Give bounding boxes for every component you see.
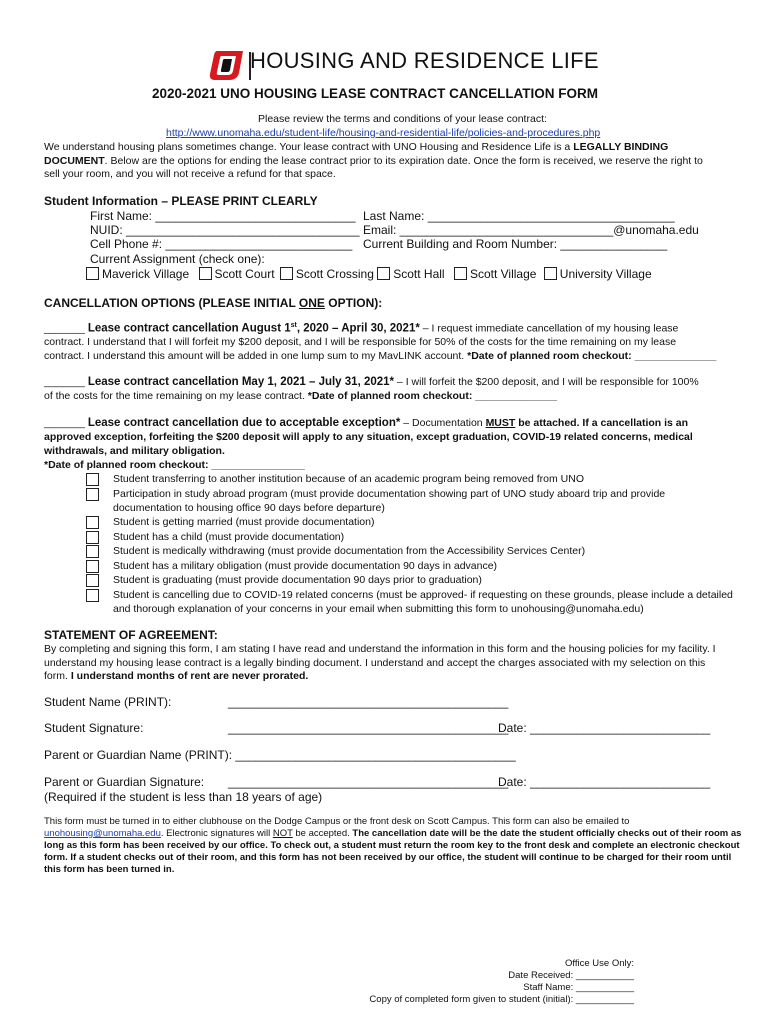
last-name-field[interactable]: Last Name: _____________________________________ <box>363 209 675 223</box>
checkbox[interactable] <box>199 267 212 280</box>
guardian-signature-label: Parent or Guardian Signature: <box>44 775 205 789</box>
exception-military: Student has a military obligation (must provide documentation 90 days in advance) <box>113 560 498 572</box>
student-signature-label: Student Signature: <box>44 721 144 735</box>
option-1-line-3: contract. I understand this amount will be added in one lump sum to my MavLINK account. *Date of planned room checkout: ______________ <box>44 350 717 362</box>
guardian-date-field[interactable]: Date: ___________________________ <box>498 775 711 789</box>
footer-line-4: form. If a student checks out of their room, and this form has not been received by our office, the student will continue to be charged for their room until <box>44 852 732 863</box>
intro-line-2: DOCUMENT. Below are the options for ending the lease contract prior to its expiration date. Once the form is received, we reserve the right to <box>44 155 703 167</box>
exception-checkbox-medical[interactable] <box>86 545 99 558</box>
uno-logo-icon <box>209 49 245 82</box>
agreement-line-3: form. I understand months of rent are never prorated. <box>44 670 309 682</box>
intro-line-1: We understand housing plans sometimes change. Your lease contract with UNO Housing and Residence Life is a LEGALLY BINDING <box>44 141 669 153</box>
student-name-label: Student Name (PRINT): <box>44 695 172 709</box>
option-2-line-2: of the costs for the time remaining on my lease contract. *Date of planned room checkout: ______________ <box>44 390 557 402</box>
agreement-line-1: By completing and signing this form, I am stating I have read and understand the information in this form and the housing policies for my facility. I <box>44 643 716 655</box>
option-scott-court[interactable]: Scott Court <box>199 267 275 281</box>
policy-link[interactable]: http://www.unomaha.edu/student-life/housing-and-residential-life/policies-and-procedures.php <box>166 127 601 139</box>
student-date-field[interactable]: Date: ___________________________ <box>498 721 711 735</box>
exception-checkbox-child[interactable] <box>86 531 99 544</box>
option-1-line-2: contract. I understand that I will forfeit my $200 deposit, and I will be responsible for 50% of the costs for the time remaining on my lease <box>44 336 677 348</box>
exception-medical: Student is medically withdrawing (must provide documentation from the Accessibility Services Center) <box>113 545 586 557</box>
exception-checkbox-graduating[interactable] <box>86 574 99 587</box>
option-1-initial[interactable]: _______ <box>44 322 85 335</box>
nuid-field[interactable]: NUID: ___________________________________ <box>90 223 360 237</box>
footer-line-5: this form has been turned in. <box>44 864 175 875</box>
option-3-initial[interactable]: _______ <box>44 417 85 429</box>
office-date-received[interactable]: Date Received: ___________ <box>508 970 634 981</box>
exception-checkbox-married[interactable] <box>86 516 99 529</box>
guardian-required-note: (Required if the student is less than 18 years of age) <box>44 790 323 804</box>
cell-phone-field[interactable]: Cell Phone #: ____________________________ <box>90 237 353 251</box>
option-scott-crossing[interactable]: Scott Crossing <box>280 267 374 281</box>
exception-graduating: Student is graduating (must provide documentation 90 days prior to graduation) <box>113 574 482 586</box>
exception-married: Student is getting married (must provide documentation) <box>113 516 375 528</box>
checkbox[interactable] <box>454 267 467 280</box>
footer-line-2: unohousing@unomaha.edu. Electronic signatures will NOT be accepted. The cancellation date will be the date the student officially checks out of their room as <box>44 828 742 839</box>
exception-transfer: Student transferring to another institution because of an academic program being removed from UNO <box>113 473 584 485</box>
exception-study-abroad: Participation in study abroad program (must provide documentation showing part of UNO study aboard trip and provide <box>113 488 666 500</box>
org-name: HOUSING AND RESIDENCE LIFE <box>250 48 599 73</box>
footer-line-1: This form must be turned in to either clubhouse on the Dodge Campus or the front desk on Scott Campus. This form can also be emailed to <box>44 816 630 827</box>
assignment-label: Current Assignment (check one): <box>90 252 265 266</box>
guardian-name-field[interactable]: Parent or Guardian Name (PRINT): __________________________________________ <box>44 748 516 762</box>
agreement-heading: STATEMENT OF AGREEMENT: <box>44 628 218 642</box>
option-3-line-1: _______ Lease contract cancellation due to acceptable exception* – Documentation MUST be attached. If a cancellation is an <box>44 417 689 429</box>
option-2-initial[interactable]: _______ <box>44 376 85 388</box>
option-scott-hall[interactable]: Scott Hall <box>377 267 444 281</box>
checkbox[interactable] <box>280 267 293 280</box>
exception-covid: Student is cancelling due to COVID-19 related concerns (must be approved- if requesting on these grounds, please include a detailed <box>113 589 733 601</box>
option-1-line-1: _______ Lease contract cancellation August 1st, 2020 – April 30, 2021* – I request immediate cancellation of my housing lease <box>44 322 679 335</box>
student-signature-field[interactable]: __________________________________________ <box>228 721 509 735</box>
checkbox[interactable] <box>86 267 99 280</box>
footer-line-3: long as this form has been received by our office. To check out, a student must return the room key to the front desk and complete an electronic checkout <box>44 840 740 851</box>
option-3-checkout-date[interactable]: *Date of planned room checkout: ________________ <box>44 459 305 471</box>
exception-checkbox-study-abroad[interactable] <box>86 488 99 501</box>
agreement-line-2: understand my housing lease contract is a legally binding document. I understand and accept the charges associated with my selection on this <box>44 657 706 669</box>
office-use-title: Office Use Only: <box>565 958 634 969</box>
unohousing-email-link[interactable]: unohousing@unomaha.edu <box>44 828 161 839</box>
office-staff-name[interactable]: Staff Name: ___________ <box>523 982 634 993</box>
office-copy-initial[interactable]: Copy of completed form given to student (initial): ___________ <box>369 994 634 1005</box>
student-name-field[interactable]: __________________________________________ <box>228 695 509 709</box>
exception-checkbox-military[interactable] <box>86 560 99 573</box>
option-1-checkout-date[interactable]: *Date of planned room checkout: ______________ <box>467 350 717 362</box>
option-scott-village[interactable]: Scott Village <box>454 267 537 281</box>
option-2-line-1: _______ Lease contract cancellation May 1, 2021 – July 31, 2021* – I will forfeit the $200 deposit, and I will be responsible for 100% <box>44 376 699 388</box>
option-maverick-village[interactable]: Maverick Village <box>86 267 189 281</box>
email-field[interactable]: Email: ________________________________@unomaha.edu <box>363 223 699 237</box>
form-title: 2020-2021 UNO HOUSING LEASE CONTRACT CANCELLATION FORM <box>152 86 599 101</box>
exception-covid-cont: and thorough explanation of your concerns in your email when submitting this form to unohousing@unomaha.edu) <box>113 603 644 615</box>
option-2-checkout-date[interactable]: *Date of planned room checkout: ______________ <box>307 390 557 402</box>
review-text: Please review the terms and conditions of your lease contract: <box>258 113 547 125</box>
exception-study-abroad-cont: documentation to housing office 90 days before departure) <box>113 502 385 514</box>
exception-checkbox-covid[interactable] <box>86 589 99 602</box>
email-domain: @unomaha.edu <box>613 223 699 237</box>
option-3-line-3: withdrawals, and military obligation. <box>44 445 225 457</box>
exception-child: Student has a child (must provide documentation) <box>113 531 345 543</box>
option-university-village[interactable]: University Village <box>544 267 652 281</box>
checkbox[interactable] <box>377 267 390 280</box>
assignment-options <box>86 267 652 281</box>
checkbox[interactable] <box>544 267 557 280</box>
guardian-signature-field[interactable]: __________________________________________ <box>228 775 509 789</box>
option-3-line-2: approved exception, forfeiting the $200 deposit will apply to any situation, except graduation, COVID-19 related concerns, medical <box>44 431 693 443</box>
intro-line-3: sell your room, and you will not receive a refund for that space. <box>44 168 336 180</box>
first-name-field[interactable]: First Name: ______________________________ <box>90 209 356 223</box>
exception-checkbox-transfer[interactable] <box>86 473 99 486</box>
cancellation-heading: CANCELLATION OPTIONS (PLEASE INITIAL ONE OPTION): <box>44 296 383 310</box>
student-info-heading: Student Information – PLEASE PRINT CLEARLY <box>44 194 318 208</box>
building-room-field[interactable]: Current Building and Room Number: ________________ <box>363 237 668 251</box>
